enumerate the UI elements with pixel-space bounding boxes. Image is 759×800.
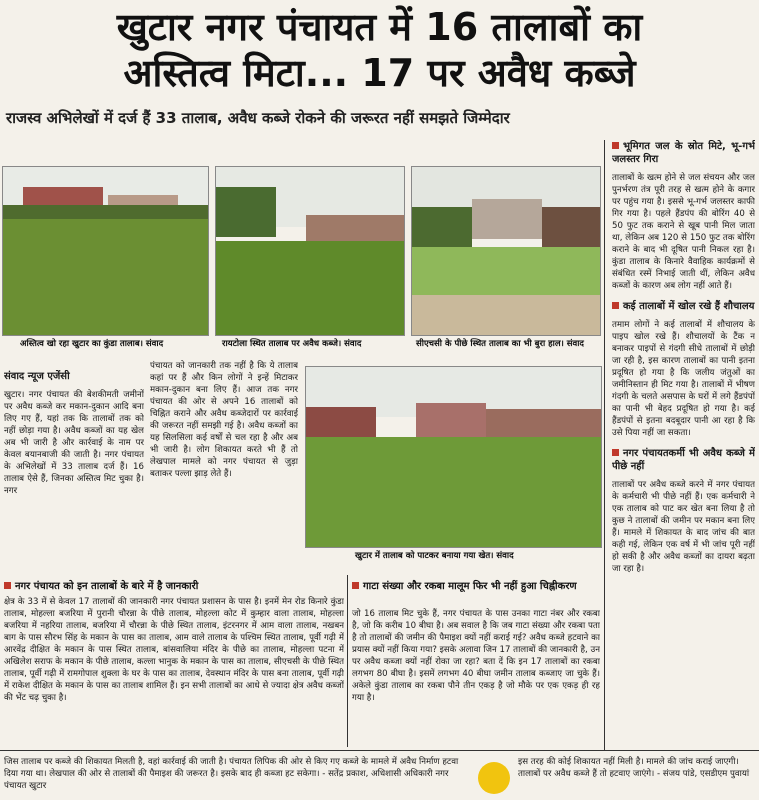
section-gata-body: जो 16 तालाब मिट चुके हैं, नगर पंचायत के पास उनका गाटा नंबर और रकबा है, जो कि करीब 10 बीघा है। अब सवाल है कि जब गाटा संख्या और रकबा पता है तो तालाबों की जमीन की पैमाइश क्यों नहीं कराई गई? अवैध कब्जे हटवाने का प्रयास क्यों नहीं किया गया? इसके अलावा जिन 17 तालाबों की जानकारी है, उन पर अवैध कब्जा क्यों नहीं रोका जा रहा? बता दें कि इन 17 तालाबों का रकबा लगभग 80 बीघा है। इसमें लगभग 40 बीघा जमीन तालाब कब्जाए जा चुके हैं। अकेले कुंडा तालाब का रकबा पौने तीन एकड़ है जो मौके पर एक एकड़ ही रह गया है। — [352, 609, 600, 703]
box2-body: तमाम लोगों ने कई तालाबों में शौचालय के पाइप खोल रखे हैं। शौचालयों के टैंक न बनाकर पाइपों से गंदगी सीधे तालाबों में छोड़ी जा रही है, इस कारण तालाबों का पानी इतना प्रदूषित हो गया है कि जलीय जंतुओं का जमीनिस्तान ही मिट गया है। तालाबों में भीषण गंदगी के चलते असपास के घरों में लगे हैंडपंपों का पानी भी बेहद प्रदूषित हो गया है। कई हैंडपंपों से इतना बदबूदार पानी आ रहा है कि उसे पिया नहीं जा सकता। — [612, 320, 755, 438]
photo-raitola-pond — [215, 166, 405, 336]
bullet-marker-icon — [4, 582, 11, 589]
box1-title: भूमिगत जल के स्रोत मिटे, भू-गर्भ जलस्तर गिरा — [612, 141, 755, 165]
section-gata-title: गाटा संख्या और रकबा मालूम फिर भी नहीं हुआ चिह्नीकरण — [352, 578, 600, 592]
footer-quote-sdm: इस तरह की कोई शिकायत नहीं मिली है। मामले की जांच कराई जाएगी। तालाबों पर अवैध कब्जे हैं तो हटवाए जाएंगे। - संजय पांडे, एसडीएम पुवायां — [518, 757, 750, 779]
photo-kunda-pond — [2, 166, 209, 336]
footer-divider — [0, 750, 759, 751]
box3-body: तालाबों पर अवैध कब्जे करने में नगर पंचायत के कर्मचारी भी पीछे नहीं हैं। एक कर्मचारी ने एक तालाब को पाट कर खेत बना लिया है तो कुछ ने तालाबों की जमीन पर मकान बना लिए हैं। मामले में शिकायत के बाद जांच की बात कही गई, लेकिन एक वर्ष में भी जांच पूरी नहीं हो सकी है और अवैध कब्जों का दायरा बढ़ता जा रहा है। — [612, 480, 755, 574]
photo-caption-4: खुटार में तालाब को पाटकर बनाया गया खेत। संवाद — [355, 551, 514, 561]
subheadline: राजस्व अभिलेखों में दर्ज हैं 33 तालाब, अवैध कब्जे रोकने की जरूरत नहीं समझते जिम्मेदार — [6, 109, 510, 127]
photo-caption-3: सीएचसी के पीछे स्थित तालाब का भी बुरा हाल। संवाद — [416, 339, 584, 349]
headline — [0, 4, 759, 96]
bullet-marker-icon — [612, 302, 619, 309]
section-ponds-body: क्षेत्र के 33 में से केवल 17 तालाबों की जानकारी नगर पंचायत प्रशासन के पास है। इनमें मेन रोड किनारे कुंडा तालाब, मोहल्ला बजरिया में पुरानी चौरन्ना के पीछे तालाब, मोहल्ला कोट में कुम्हार वाला तालाब, मोहल्ला बजरिया में नहरिया तालाब, बजरिया में चौरन्ना के पीछे स्थित तालाब, इंटरनगर में आम वाला तालाब, नखबन बाग के पास सौरभ सिंह के मकान के पास का तालाब, आम वाले तालाब के पश्चिम स्थित तालाब, पूर्वी गढ़ी में आरवेंद्र दीक्षित के मकान के पास स्थित तालाब, बांसवालिया मंदिर के पीछे का तालाब, मोहल्ला पटना में अखिलेश सराफ के मकान के पीछे तालाब, कल्ला भानुक के मकान के पास का तालाब, सीएचसी के पीछे स्थित तालाब, पूर्वी गढ़ी में रामगोपाल शुक्ला के घर के पास का तालाब, देवस्थान मंदिर के पास बना तालाब, पूर्वी गढ़ी में राकेश दीक्षित के मकान के पास का तालाब शामिल हैं। इन सभी तालाबों का आधे से ज्यादा क्षेत्र अवैध कब्जों की भेंट चढ़ चुका है। — [4, 597, 344, 703]
bullet-marker-icon — [612, 142, 619, 149]
middle-body: पंचायत को जानकारी तक नहीं है कि ये तालाब कहां पर हैं और किन लोगों ने इन्हें मिटाकर मकान-दुकान बना लिए हैं। आज तक नगर पंचायत की ओर से अपने 16 तालाबों को चिह्नित कराने और अवैध कब्जेदारों पर कार्रवाई की जरूरत नहीं समझी गई है। अवैध कब्जों का यह सिलसिला कई वर्षों से चल रहा है और अब भी जारी है। लोग शिकायत करते भी हैं तो लेखपाल मामले को नगर पंचायत से जुड़ा बताकर पल्ला झाड़ लेते हैं। — [150, 361, 298, 479]
left-column — [4, 370, 144, 570]
box3-title: नगर पंचायतकर्मी भी अवैध कब्जे में पीछे नहीं — [612, 448, 755, 472]
photo-caption-1: अस्तित्व खो रहा खुटार का कुंडा तालाब। संवाद — [20, 339, 164, 349]
byline: संवाद न्यूज एजेंसी — [4, 371, 70, 382]
newspaper-logo-icon — [478, 762, 510, 794]
photo-caption-2: रायटोला स्थित तालाब पर अवैध कब्जे। संवाद — [222, 339, 362, 349]
right-column — [612, 140, 755, 748]
section-divider — [347, 575, 348, 747]
column-divider — [604, 140, 605, 750]
box2-title: कई तालाबों में खोल रखे हैं शौचालय — [612, 300, 755, 313]
bullet-marker-icon — [612, 449, 619, 456]
photo-chc-pond — [411, 166, 601, 336]
section-ponds-title: नगर पंचायत को इन तालाबों के बारे में है जानकारी — [4, 578, 344, 592]
headline-line-2: अस्तित्व मिटा... 17 पर अवैध कब्जे — [123, 51, 636, 95]
middle-column — [150, 360, 298, 570]
footer-quote-eo: जिस तालाब पर कब्जे की शिकायत मिलती है, वहां कार्रवाई की जाती है। पंचायत लिपिक की ओर से किए गए कब्जे के मामले में अवैध निर्माण हटवा दिया गया था। लेखपाल की ओर से तालाबों की पैमाइश की जरूरत है। इसके बाद ही कब्जा हट सकेगा। - सतेंद्र प्रकाश, अधिशासी अधिकारी नगर पंचायत खुटार — [4, 757, 459, 791]
bullet-marker-icon — [352, 582, 359, 589]
headline-line-1: खुटार नगर पंचायत में 16 तालाबों का — [116, 5, 643, 49]
left-body: खुटार। नगर पंचायत की बेशकीमती जमीनों पर अवैध कब्जे कर मकान-दुकान आदि बना लिए गए हैं, यहां तक कि तालाबों तक को नहीं छोड़ा गया है। अवैध कब्जों का यह खेल अब भी जारी है और कार्रवाई के नाम पर केवल बयानबाजी की जाती है। नगर पंचायत के अभिलेखों में 33 तालाब दर्ज हैं। 16 तालाब ऐसे हैं, जिनका अस्तित्व मिट चुका है। नगर — [4, 390, 144, 496]
box1-body: तालाबों के खत्म होने से जल संचयन और जल पुनर्भरण तंत्र पूरी तरह से खत्म होने के कगार पर पहुंच गया है। इससे भू-गर्भ जलस्तर काफी गिर गया है। पहले हैंडपंप की बोरिंग 40 से 50 फुट तक कराने से खूब पानी मिल जाता था, लेकिन अब 120 से 150 फुट तक बोरिंग कराने के बाद भी दूषित पानी निकल रहा है। कुंडा तालाब के किनारे वैवाहिक कार्यक्रमों से संबंधित रस्में निभाई जाती थीं, लेकिन अवैध कब्जों के कारण अब लोग नहीं आते हैं। — [612, 173, 755, 291]
photo-field-on-pond — [305, 366, 602, 548]
